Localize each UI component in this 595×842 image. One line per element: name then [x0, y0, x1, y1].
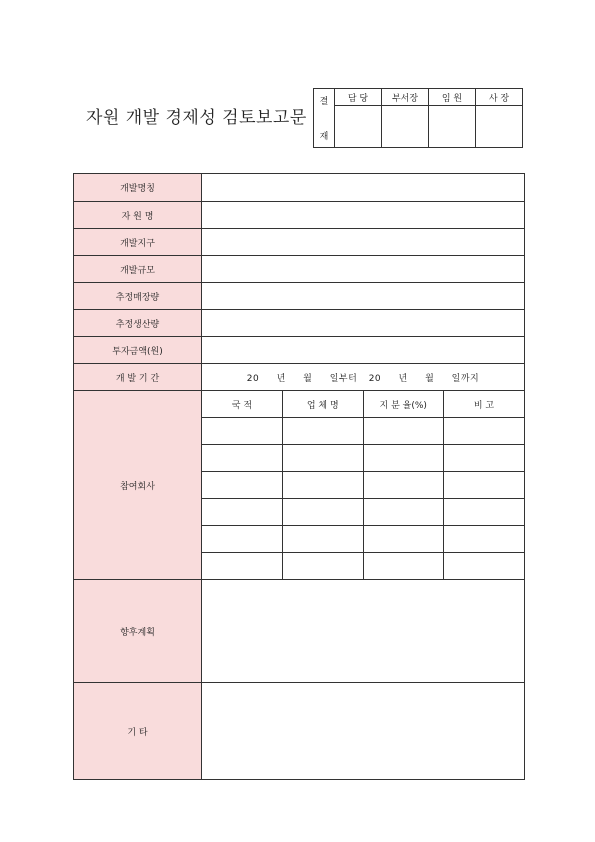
cell-share-ratio[interactable] — [363, 553, 444, 580]
cell-remarks[interactable] — [444, 526, 525, 553]
cell-nationality[interactable] — [202, 418, 283, 445]
approval-role-executive: 임 원 — [429, 89, 476, 106]
cell-nationality[interactable] — [202, 445, 283, 472]
label-est-production: 추정생산량 — [74, 310, 202, 337]
cell-company-name[interactable] — [283, 526, 364, 553]
period-year-prefix-2: 20 — [368, 373, 382, 384]
approval-sign-staff[interactable] — [335, 106, 382, 148]
period-year-1: 년 — [276, 373, 286, 384]
participants-table — [202, 391, 524, 579]
label-participants: 참여회사 — [74, 391, 202, 580]
table-row — [202, 499, 524, 526]
period-month-1: 월 — [303, 373, 313, 384]
period-year-prefix-1: 20 — [246, 373, 260, 384]
cell-company-name[interactable] — [283, 472, 364, 499]
field-future-plan[interactable] — [202, 580, 525, 683]
cell-company-name[interactable] — [283, 418, 364, 445]
field-est-reserves[interactable] — [202, 283, 525, 310]
table-row — [202, 553, 524, 580]
cell-nationality[interactable] — [202, 526, 283, 553]
cell-company-name[interactable] — [283, 499, 364, 526]
approval-role-dept-head: 부서장 — [382, 89, 429, 106]
report-form — [73, 173, 525, 780]
cell-remarks[interactable] — [444, 418, 525, 445]
field-dev-area[interactable] — [202, 229, 525, 256]
label-resource-name: 자 원 명 — [74, 202, 202, 229]
label-investment: 투자금액(원) — [74, 337, 202, 364]
header-nationality: 국 적 — [202, 391, 283, 418]
label-other: 기 타 — [74, 683, 202, 780]
approval-sign-executive[interactable] — [429, 106, 476, 148]
period-day-to: 일까지 — [451, 373, 480, 384]
field-other[interactable] — [202, 683, 525, 780]
table-row — [202, 526, 524, 553]
label-dev-scale: 개발규모 — [74, 256, 202, 283]
cell-share-ratio[interactable] — [363, 499, 444, 526]
cell-share-ratio[interactable] — [363, 445, 444, 472]
header-company-name: 업 체 명 — [283, 391, 364, 418]
approval-side-top: 결 — [319, 97, 329, 107]
cell-company-name[interactable] — [283, 445, 364, 472]
cell-remarks[interactable] — [444, 472, 525, 499]
approval-side-label — [314, 89, 335, 148]
field-est-production[interactable] — [202, 310, 525, 337]
cell-nationality[interactable] — [202, 553, 283, 580]
approval-sign-dept-head[interactable] — [382, 106, 429, 148]
header-remarks: 비 고 — [444, 391, 525, 418]
approval-sign-president[interactable] — [476, 106, 523, 148]
period-month-2: 월 — [425, 373, 435, 384]
approval-role-president: 사 장 — [476, 89, 523, 106]
cell-nationality[interactable] — [202, 499, 283, 526]
approval-role-staff: 담 당 — [335, 89, 382, 106]
label-est-reserves: 추정매장량 — [74, 283, 202, 310]
field-dev-period[interactable] — [202, 364, 525, 391]
field-investment[interactable] — [202, 337, 525, 364]
cell-remarks[interactable] — [444, 499, 525, 526]
cell-nationality[interactable] — [202, 472, 283, 499]
table-row — [202, 445, 524, 472]
cell-remarks[interactable] — [444, 553, 525, 580]
participants-header-row — [202, 391, 524, 418]
approval-side-bottom: 재 — [319, 132, 329, 142]
cell-remarks[interactable] — [444, 445, 525, 472]
label-dev-area: 개발지구 — [74, 229, 202, 256]
cell-share-ratio[interactable] — [363, 418, 444, 445]
participants-cell — [202, 391, 525, 580]
document-title: 자원 개발 경제성 검토보고문 — [86, 108, 307, 128]
label-future-plan: 향후계획 — [74, 580, 202, 683]
label-dev-name: 개발명칭 — [74, 174, 202, 202]
period-day-from: 일부터 — [329, 373, 358, 384]
cell-company-name[interactable] — [283, 553, 364, 580]
header-share-ratio: 지 분 율(%) — [363, 391, 444, 418]
period-year-2: 년 — [398, 373, 408, 384]
field-dev-scale[interactable] — [202, 256, 525, 283]
table-row — [202, 472, 524, 499]
field-resource-name[interactable] — [202, 202, 525, 229]
cell-share-ratio[interactable] — [363, 472, 444, 499]
cell-share-ratio[interactable] — [363, 526, 444, 553]
approval-box — [313, 88, 523, 148]
table-row — [202, 418, 524, 445]
field-dev-name[interactable] — [202, 174, 525, 202]
label-dev-period: 개 발 기 간 — [74, 364, 202, 391]
